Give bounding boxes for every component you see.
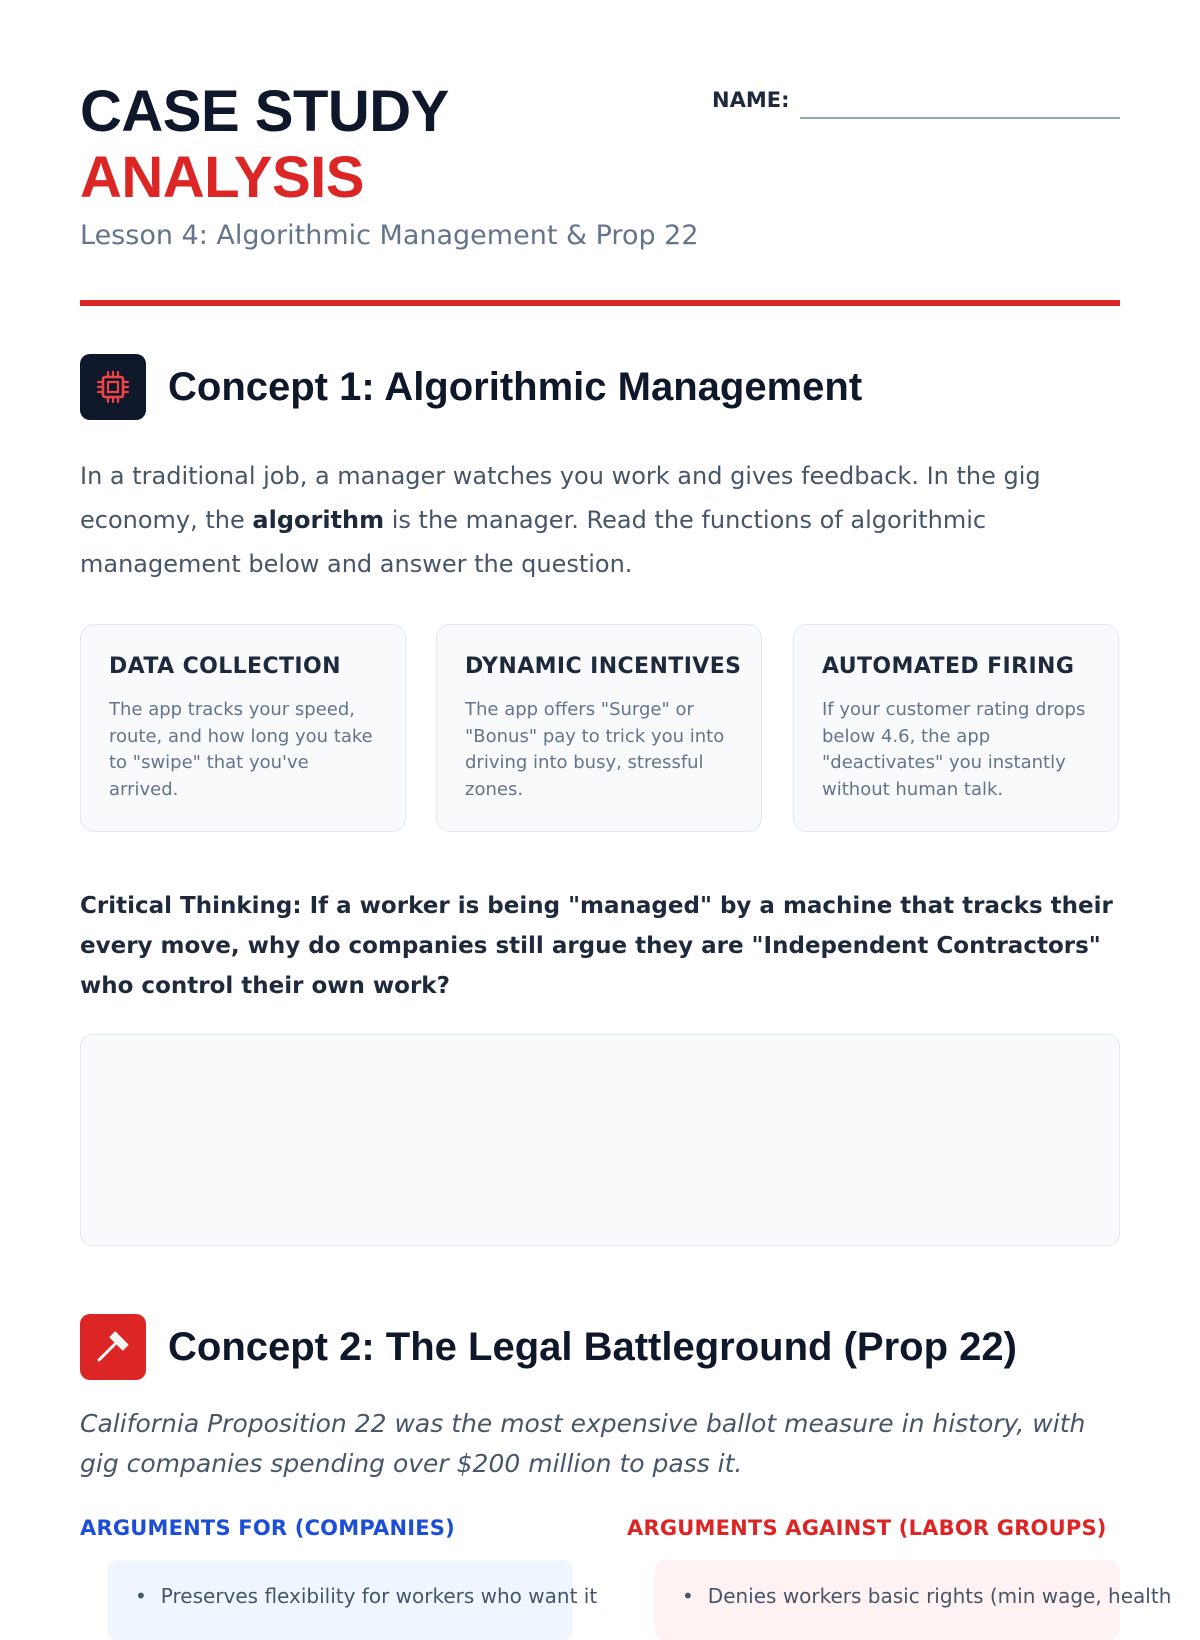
- intro-keyword: algorithm: [252, 506, 385, 534]
- card-automated-firing: [793, 624, 1119, 832]
- card-title: DATA COLLECTION: [109, 654, 341, 679]
- card-title: DYNAMIC INCENTIVES: [465, 654, 742, 679]
- intro-text-start: In a traditional job, a manager watches you work and gives feedback. In the gig economy, the: [80, 462, 1041, 534]
- card-dynamic-incentives: [436, 624, 762, 832]
- list-item: • Preserves flexibility for workers who want it: [135, 1582, 547, 1610]
- title-line-2: ANALYSIS: [80, 145, 364, 210]
- chip-icon: [80, 354, 146, 420]
- concept-2-title: Concept 2: The Legal Battleground (Prop 22): [168, 1325, 1017, 1369]
- card-body: If your customer rating drops below 4.6, the app "deactivates" you instantly without human talk.: [822, 699, 1086, 800]
- critical-thinking-question: Critical Thinking: If a worker is being "managed" by a machine that tracks their every move, why do companies still argue they are "Independent Contractors" who control their own work?: [80, 893, 1113, 999]
- header-divider: [80, 300, 1120, 306]
- arguments-for-heading: ARGUMENTS FOR (COMPANIES): [80, 1516, 455, 1540]
- arguments-against-box: [654, 1560, 1172, 1640]
- card-body: The app offers "Surge" or "Bonus" pay to trick you into driving into busy, stressful zones.: [465, 699, 725, 800]
- lesson-subtitle: Lesson 4: Algorithmic Management & Prop 22: [80, 220, 699, 251]
- arguments-against-heading: ARGUMENTS AGAINST (LABOR GROUPS): [627, 1516, 1107, 1540]
- concept-2-intro: California Proposition 22 was the most expensive ballot measure in history, with gig companies spending over $200 million to pass it.: [80, 1409, 1086, 1478]
- name-input-line[interactable]: [800, 117, 1120, 119]
- intro-text-end: is the manager. Read the functions of algorithmic management below and answer the question.: [80, 506, 987, 578]
- concept-1-intro: [80, 454, 1090, 586]
- title-line-1: CASE STUDY: [80, 79, 449, 144]
- concept-1-title: Concept 1: Algorithmic Management: [168, 365, 863, 409]
- name-label: NAME:: [712, 88, 790, 112]
- card-body: The app tracks your speed, route, and how long you take to "swipe" that you've arrived.: [109, 699, 373, 800]
- answer-textarea[interactable]: [80, 1034, 1120, 1246]
- gavel-icon: [80, 1314, 146, 1380]
- card-title: AUTOMATED FIRING: [822, 654, 1075, 679]
- card-data-collection: [80, 624, 406, 832]
- arguments-for-box: [107, 1560, 598, 1640]
- list-item: • Denies workers basic rights (min wage, health: [682, 1582, 1094, 1610]
- worksheet-page: [80, 0, 1172, 1608]
